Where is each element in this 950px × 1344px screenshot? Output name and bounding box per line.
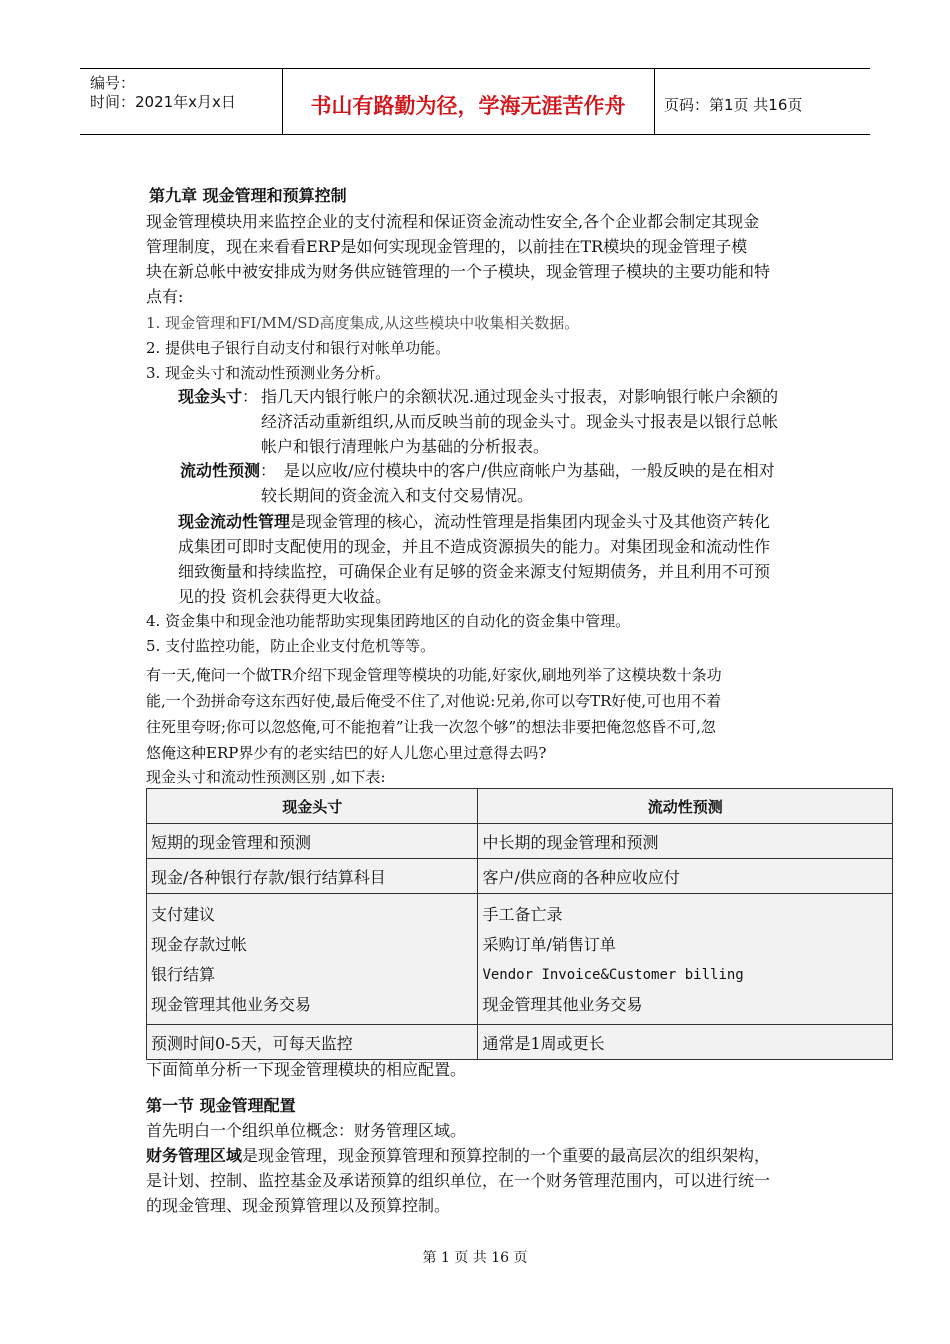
footer-page-number: 第 1 页 共 16 页 — [422, 1250, 528, 1266]
header-top-rule — [80, 68, 870, 69]
table-cell-line: 现金存款过帐 — [151, 935, 248, 954]
table-cell: 预测时间0-5天，可每天监控 — [147, 1025, 478, 1060]
section-definition-line: 是计划、控制、监控基金及承诺预算的组织单位，在一个财务管理范围内，可以进行统一 — [146, 1171, 771, 1190]
intro-line: 点有: — [146, 287, 184, 306]
table-row — [147, 1025, 893, 1060]
table-cell-line: 银行结算 — [151, 965, 216, 984]
cash-position-line: 帐户和银行清理帐户为基础的分析报表。 — [261, 437, 550, 456]
liquidity-line: 成集团可即时支配使用的现金，并且不造成资源损失的能力。对集团现金和流动性作 — [178, 537, 771, 556]
section-title: 第一节 现金管理配置 — [146, 1096, 296, 1115]
liquidity-line: 见的投 资机会获得更大收益。 — [178, 587, 392, 606]
forecast-term: 流动性预测 — [180, 461, 261, 480]
section-definition-rest: 是现金管理，现金预算管理和预算控制的一个重要的最高层次的组织架构， — [242, 1146, 771, 1165]
table-cell: 短期的现金管理和预测 — [147, 824, 478, 859]
table-row — [147, 894, 893, 1025]
header-page-label: 页码：第1页 共16页 — [664, 96, 803, 114]
story-line: 有一天,俺问一个做TR介绍下现金管理等模块的功能,好家伙,刷地列举了这模块数十条功 — [146, 666, 722, 684]
cash-position-heading — [178, 387, 258, 407]
forecast-colon: ： — [260, 461, 277, 480]
table-cell-line: 采购订单/销售订单 — [482, 935, 616, 954]
liquidity-first-rest: 是现金管理的核心，流动性管理是指集团内现金头寸及其他资产转化 — [290, 512, 771, 531]
section-definition-term: 财务管理区域 — [146, 1146, 243, 1165]
table-cell — [478, 894, 893, 1025]
cash-position-term: 现金头寸 — [178, 387, 243, 406]
list-item-3: 3. 现金头寸和流动性预测业务分析。 — [146, 364, 391, 382]
table-cell-line: 现金管理其他业务交易 — [482, 995, 643, 1014]
table-header-cell: 现金头寸 — [147, 789, 478, 824]
header-bottom-rule — [80, 134, 870, 135]
story-line: 悠俺这种ERP界少有的老实结巴的好人儿您心里过意得去吗? — [146, 744, 547, 762]
list-item-4: 4. 资金集中和现金池功能帮助实现集团跨地区的自动化的资金集中管理。 — [146, 612, 631, 630]
table-header-cell: 流动性预测 — [478, 789, 893, 824]
table-row — [147, 824, 893, 859]
table-cell-line: 支付建议 — [151, 905, 216, 924]
table-cell: 客户/供应商的各种应收应付 — [478, 859, 893, 894]
cash-position-line: 经济活动重新组织,从而反映当前的现金头寸。现金头寸报表是以银行总帐 — [261, 412, 779, 431]
story-line: 能,一个劲拼命夸这东西好使,最后俺受不住了,对他说:兄弟,你可以夸TR好使,可也用不着 — [146, 692, 722, 710]
forecast-line: 较长期间的资金流入和支付交易情况。 — [261, 486, 534, 505]
cash-position-line: 指几天内银行帐户的余额状况.通过现金头寸报表，对影响银行帐户余额的 — [261, 387, 779, 406]
table-intro: 现金头寸和流动性预测区别 ,如下表: — [146, 768, 386, 786]
table-cell: 中长期的现金管理和预测 — [478, 824, 893, 859]
table-cell: 通常是1周或更长 — [478, 1025, 893, 1060]
table-cell-line: Vendor Invoice&Customer billing — [482, 967, 744, 983]
list-item-2: 2. 提供电子银行自动支付和银行对帐单功能。 — [146, 339, 451, 357]
forecast-heading — [180, 461, 276, 481]
story-line: 往死里夸呀;你可以忽悠俺,可不能抱着”让我一次忽个够”的想法非要把俺忽悠昏不可,忽 — [146, 718, 716, 736]
liquidity-line: 细致衡量和持续监控，可确保企业有足够的资金来源支付短期债务，并且利用不可预 — [178, 562, 771, 581]
header-time-label: 时间：2021年x月x日 — [90, 93, 236, 111]
intro-line: 块在新总帐中被安排成为财务供应链管理的一个子模块，现金管理子模块的主要功能和特 — [146, 262, 771, 281]
liquidity-term: 现金流动性管理 — [178, 512, 291, 531]
forecast-line: 是以应收/应付模块中的客户/供应商帐户为基础，一般反映的是在相对 — [284, 461, 775, 480]
cash-position-colon: ： — [242, 387, 259, 406]
liquidity-first-line — [178, 512, 770, 532]
table-cell-line: 手工备亡录 — [482, 905, 563, 924]
chapter-title: 第九章 现金管理和预算控制 — [149, 186, 347, 205]
table-row — [147, 859, 893, 894]
table-cell — [147, 894, 478, 1025]
table-cell: 现金/各种银行存款/银行结算科目 — [147, 859, 478, 894]
section-definition-line: 的现金管理、现金预算管理以及预算控制。 — [146, 1196, 451, 1215]
table-cell-line: 现金管理其他业务交易 — [151, 995, 312, 1014]
header-number-label: 编号： — [90, 74, 136, 92]
comparison-table — [146, 788, 893, 1060]
section-definition-first — [146, 1146, 770, 1166]
after-table-text: 下面简单分析一下现金管理模块的相应配置。 — [146, 1060, 467, 1079]
table-header-row — [147, 789, 893, 824]
header-divider-right — [654, 68, 655, 134]
intro-line: 管理制度，现在来看看ERP是如何实现现金管理的，以前挂在TR模块的现金管理子模 — [146, 237, 748, 256]
list-item-5: 5. 支付监控功能，防止企业支付危机等等。 — [146, 637, 436, 655]
intro-line: 现金管理模块用来监控企业的支付流程和保证资金流动性安全,各个企业都会制定其现金 — [146, 212, 760, 231]
section-concept: 首先明白一个组织单位概念：财务管理区域。 — [146, 1121, 467, 1140]
list-item-1: 1. 现金管理和FI/MM/SD高度集成,从这些模块中收集相关数据。 — [146, 314, 580, 332]
header-motto: 书山有路勤为径，学海无涯苦作舟 — [310, 94, 626, 118]
